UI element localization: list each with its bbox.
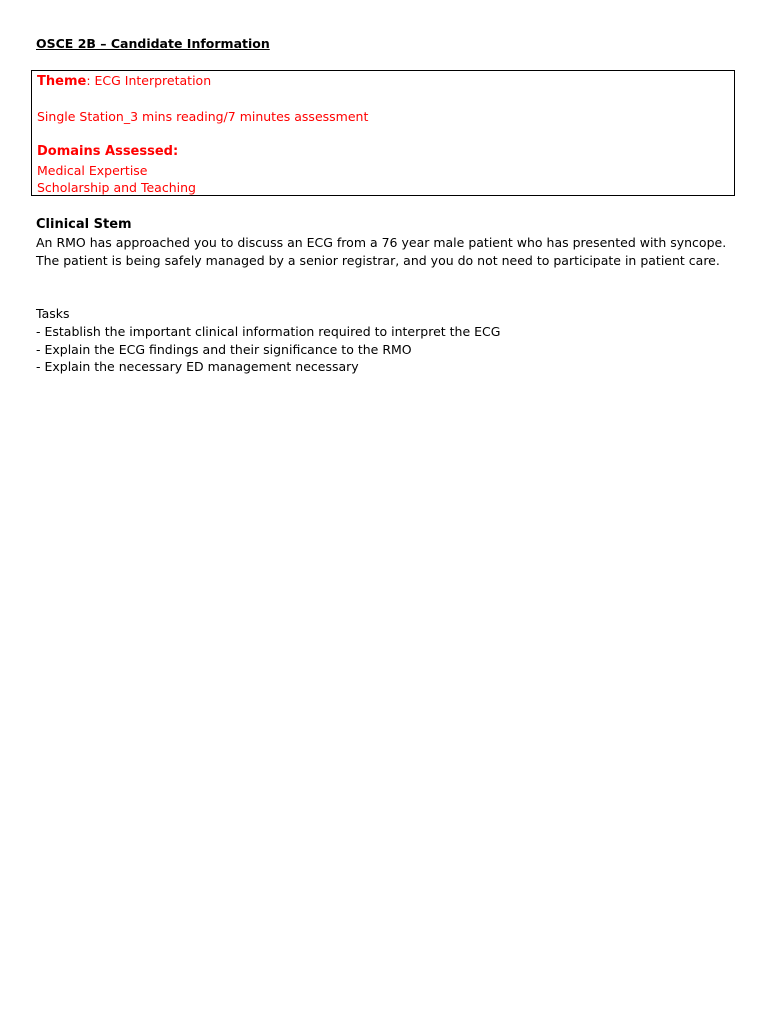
theme-value: : ECG Interpretation xyxy=(86,73,212,88)
tasks-heading: Tasks xyxy=(36,306,70,321)
station-info-box xyxy=(31,70,735,196)
domain-item: Medical Expertise xyxy=(37,163,148,178)
theme-label: Theme xyxy=(37,74,87,89)
document-title: OSCE 2B – Candidate Information xyxy=(36,36,270,51)
task-item: - Explain the ECG findings and their significance to the RMO xyxy=(36,342,412,357)
domain-item: Scholarship and Teaching xyxy=(37,180,196,195)
station-format: Single Station_3 mins reading/7 minutes assessment xyxy=(37,109,369,124)
theme-line xyxy=(37,72,211,90)
clinical-stem-heading: Clinical Stem xyxy=(36,217,132,232)
clinical-stem-line: The patient is being safely managed by a senior registrar, and you do not need to participate in patient care. xyxy=(36,253,720,268)
clinical-stem-line: An RMO has approached you to discuss an ECG from a 76 year male patient who has presented with syncope. xyxy=(36,235,727,250)
task-item: - Establish the important clinical information required to interpret the ECG xyxy=(36,324,501,339)
task-item: - Explain the necessary ED management necessary xyxy=(36,359,359,374)
domains-heading: Domains Assessed: xyxy=(37,144,179,159)
